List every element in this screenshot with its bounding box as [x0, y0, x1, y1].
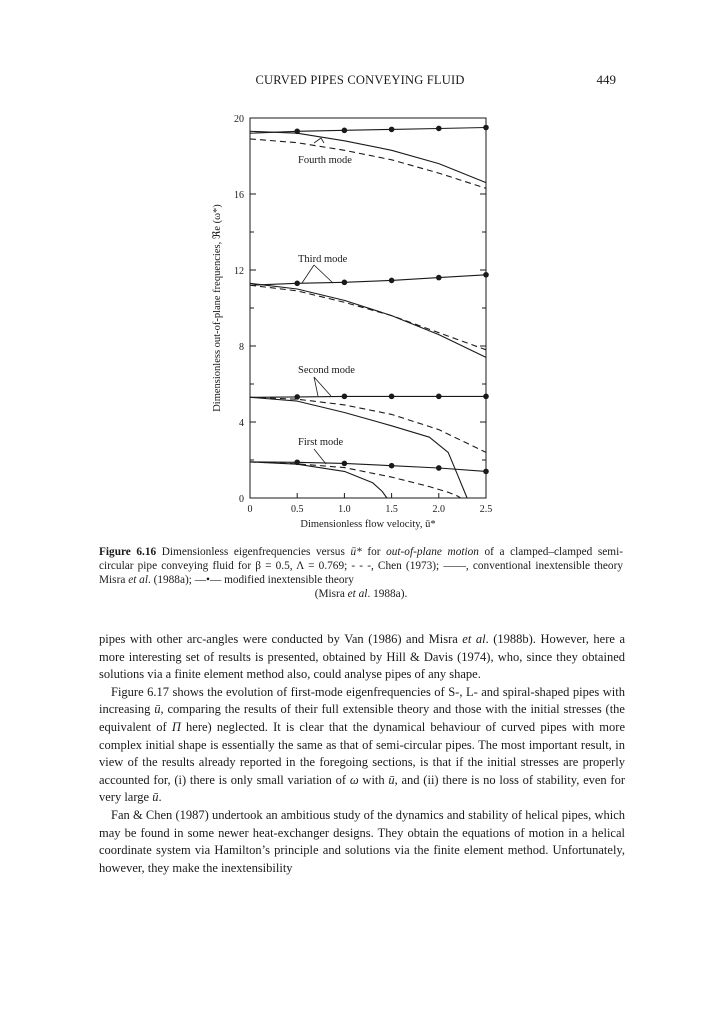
series-marker [436, 465, 442, 471]
p2-var-u-1: ū [154, 702, 161, 717]
y-tick-label: 20 [234, 114, 244, 125]
series-line-8 [250, 275, 486, 285]
y-tick-label: 4 [239, 418, 244, 429]
p2-text-f: . [158, 790, 162, 805]
p2-text-b: , comparing the results of their full extensible theory and those with the initial stresses (the equivalent of [99, 702, 625, 734]
first-mode-leader-line [314, 449, 326, 464]
body-text [99, 631, 625, 877]
plot-series-group [250, 125, 489, 498]
series-marker [294, 394, 300, 400]
paragraph-3: Fan & Chen (1987) undertook an ambitious study of the dynamics and stability of helical pipes, which may be found in some newer heat-exchanger designs. They obtain the equations of motion in a helical coordinate system via Hamilton’s principle and solutions via the finite element method. Unfortunately, however, they make the inextensibility [99, 807, 625, 875]
y-tick-label: 8 [239, 342, 244, 353]
series-marker [342, 128, 348, 134]
fourth-mode-leader-line [314, 138, 321, 143]
eigenfrequency-chart [196, 100, 516, 536]
p2-var-pi: Π [171, 719, 181, 734]
y-axis-label: Dimensionless out-of-plane frequencies, ℜe (ω*) [212, 204, 223, 412]
p2-text-c: here) neglected. It is clear that the dynamical behaviour of curved pipes with more complex initial shape is essentially the same as that of semi-circular pipes. The most important result, in view of the results already reported in the foregoing sections, is that if the initial stresses are properly accounted for, (i) there is only small variation of [99, 719, 625, 787]
x-tick-label: 0.5 [290, 504, 304, 515]
caption-last-line [99, 587, 623, 601]
p1-etal: et al [462, 632, 486, 646]
annotation-third-mode: Third mode [298, 254, 348, 265]
x-tick-label: 1.0 [338, 504, 351, 515]
figure-label: Figure 6.16 [99, 546, 157, 558]
fourth-mode-leader-line-2 [321, 138, 324, 143]
y-tick-label: 12 [234, 266, 244, 277]
third-mode-leader-line [314, 265, 333, 283]
series-line-4 [250, 397, 486, 452]
series-line-5 [250, 396, 486, 397]
series-marker [294, 281, 300, 287]
p1-text-a: pipes with other arc-angles were conducted by Van (1986) and Misra [99, 632, 463, 646]
second-mode-leader-line [314, 377, 331, 396]
p2-var-omega: ω [349, 772, 359, 787]
series-marker [436, 126, 442, 132]
running-header: CURVED PIPES CONVEYING FLUID [255, 73, 465, 87]
annotation-fourth-mode: Fourth mode [298, 155, 352, 166]
caption-italic-motion: out-of-plane motion [386, 546, 479, 558]
second-mode-leader-line-2 [314, 377, 318, 396]
series-line-9 [250, 131, 486, 182]
paragraph-1 [99, 631, 625, 684]
caption-text-1: Dimensionless eigenfrequencies versus [161, 546, 351, 558]
p2-text-d: with [358, 772, 389, 787]
x-tick-label: 2.0 [432, 504, 446, 515]
caption-text-2: for [361, 546, 387, 558]
third-mode-leader-line-2 [302, 265, 314, 283]
series-marker [389, 278, 395, 284]
caption-etal-1: et al [128, 574, 148, 586]
paragraph-2 [99, 684, 625, 807]
annotation-first-mode: First mode [298, 437, 344, 448]
series-marker [342, 394, 348, 400]
y-tick-label: 16 [234, 190, 244, 201]
caption-text-5b: . 1988a). [367, 588, 408, 600]
series-marker [342, 280, 348, 286]
p1-text-b: . (1988b). However, here a more interesting set of results is presented, obtained by Hill & Davis (1974), who, since they obtained solutions via a finite element method also, could analyse pipes of any shape. [99, 632, 625, 682]
series-line-10 [250, 139, 486, 188]
x-tick-label: 1.5 [385, 504, 398, 515]
axis-ticks [234, 114, 492, 515]
caption-text-4: . (1988a); —•— modified inextensible theory [147, 574, 354, 586]
series-marker [389, 463, 395, 469]
p2-text-a: Figure 6.17 shows the evolution of first-mode eigenfrequencies of S-, L- and spiral-shaped pipes with increasing [99, 684, 625, 717]
series-marker [342, 461, 348, 467]
p2-var-u-3: ū [152, 790, 159, 805]
caption-etal-2: et al [347, 588, 368, 600]
series-line-2 [250, 397, 467, 498]
x-axis-label: Dimensionless flow velocity, ū* [300, 519, 436, 530]
series-marker [294, 459, 300, 465]
caption-text-5a: (Misra [314, 588, 348, 600]
caption-var-u: ū* [350, 546, 362, 558]
page-number: 449 [596, 72, 616, 87]
series-marker [436, 394, 442, 400]
series-marker [294, 129, 300, 135]
p2-text-e: , and (ii) there is no loss of stability, even for very large [99, 772, 625, 805]
series-marker [389, 127, 395, 133]
x-tick-label: 2.5 [479, 504, 493, 515]
caption-text-3: of a clamped–clamped semi-circular pipe conveying fluid for β = 0.5, Λ = 0.769; - - -, Chen (1973); ——, conventional inextensible theory Misra [99, 546, 623, 586]
series-marker [436, 275, 442, 281]
x-tick-label: 0 [247, 504, 253, 515]
annotation-second-mode: Second mode [298, 365, 355, 376]
series-line-0 [250, 462, 387, 498]
figure-caption [99, 545, 623, 601]
y-tick-label: 0 [239, 494, 244, 505]
series-marker [389, 394, 395, 400]
series-line-6 [250, 283, 486, 357]
p2-var-u-2: ū [388, 772, 395, 787]
